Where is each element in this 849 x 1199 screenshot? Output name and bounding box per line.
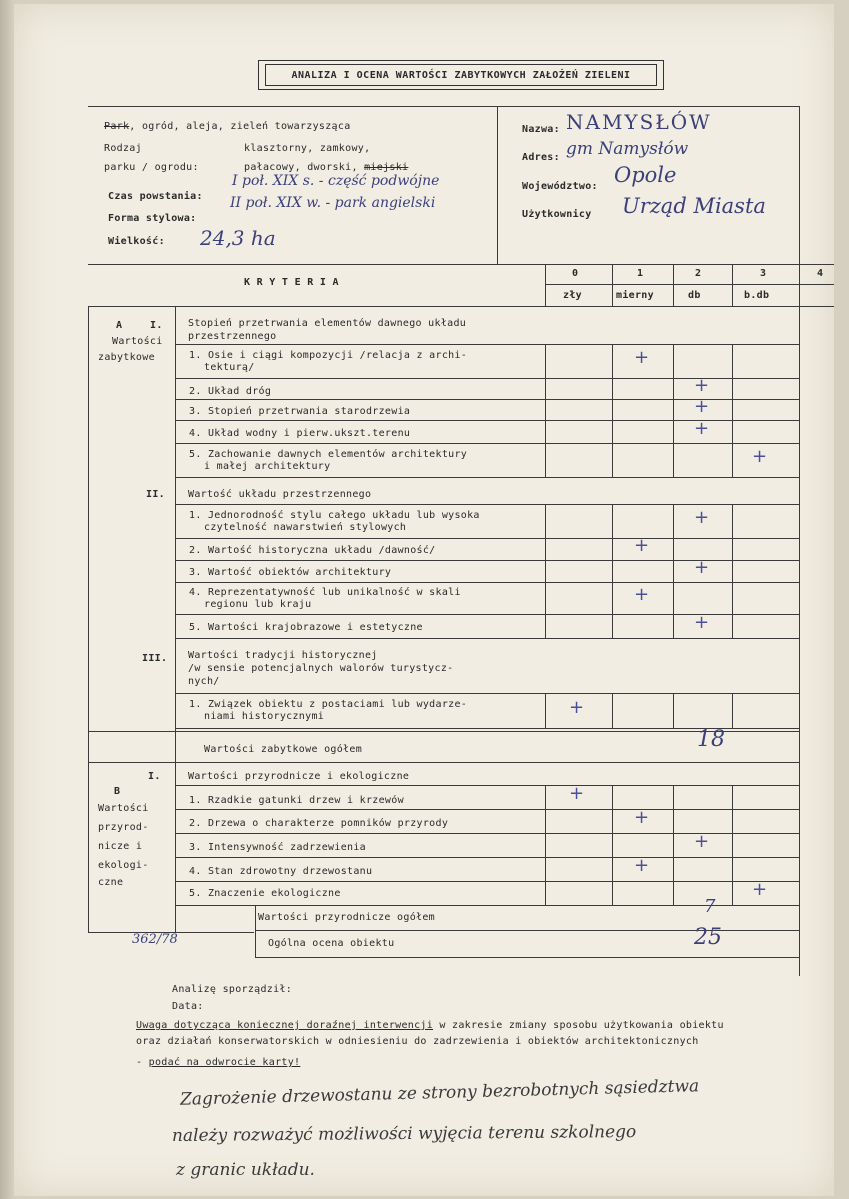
- row-a1-1b: tekturą/: [204, 362, 255, 373]
- rule: [612, 264, 613, 306]
- row-a3-1b: niami historycznymi: [204, 711, 325, 722]
- rule: [176, 857, 799, 858]
- rule: [673, 504, 674, 538]
- rule: [545, 504, 546, 538]
- rule: [673, 399, 674, 420]
- rule: [612, 857, 613, 881]
- rule: [673, 582, 674, 614]
- hw-note-line2: należy rozważyć możliwości wyjęcia terenu szkolnego: [171, 1121, 637, 1147]
- rule: [612, 420, 613, 443]
- rule: [545, 809, 546, 833]
- row-a2-4b: regionu lub kraju: [204, 599, 312, 610]
- score-mark: +: [569, 783, 585, 804]
- rule: [88, 731, 799, 732]
- wojewodztwo-label: Województwo:: [522, 181, 598, 192]
- section-a-letter: A: [116, 320, 123, 331]
- rule: [176, 693, 799, 694]
- section-b-label5: czne: [98, 877, 124, 888]
- rule: [673, 881, 674, 905]
- rule: [732, 399, 733, 420]
- rule: [88, 306, 834, 307]
- uwaga-line3: - podać na odwrocie karty!: [136, 1057, 301, 1068]
- czas-label: Czas powstania:: [108, 191, 203, 202]
- rule: [545, 693, 546, 728]
- rule: [732, 504, 733, 538]
- rule: [612, 833, 613, 857]
- forma-label: Forma stylowa:: [108, 213, 197, 224]
- group-i-num: I.: [150, 320, 163, 331]
- line-park: Park, ogród, aleja, zieleń towarzysząca: [104, 121, 351, 132]
- overall-score-label: Ogólna ocena obiektu: [268, 938, 395, 949]
- rule: [673, 378, 674, 399]
- section-b-label2: przyrod-: [98, 822, 149, 833]
- section-b-letter: B: [114, 786, 121, 797]
- rule: [612, 378, 613, 399]
- rule: [612, 344, 613, 378]
- rule: [612, 881, 613, 905]
- wielkosc-label: Wielkość:: [108, 236, 165, 247]
- rule: [612, 693, 613, 728]
- rule: [732, 785, 733, 809]
- col0-label: zły: [563, 290, 582, 301]
- uwaga-line1: Uwaga dotycząca koniecznej doraźnej interwencji w zakresie zmiany sposobu użytkowania obiektu: [136, 1020, 724, 1031]
- row-b3: 3. Intensywność zadrzewienia: [189, 842, 366, 853]
- rule: [673, 614, 674, 638]
- document-title: ANALIZA I OCENA WARTOŚCI ZABYTKOWYCH ZAŁOŻEŃ ZIELENI: [265, 64, 657, 86]
- col2-label: db: [688, 290, 701, 301]
- section-a-label2: zabytkowe: [98, 352, 155, 363]
- rule: [612, 785, 613, 809]
- nazwa-label: Nazwa:: [522, 124, 560, 135]
- group-iii-title2: /w sensie potencjalnych walorów turystycz-: [188, 663, 454, 674]
- rule: [732, 538, 733, 560]
- hw-total-zabytkowe: 18: [697, 727, 725, 752]
- rule: [545, 284, 834, 285]
- section-b-label1: Wartości: [98, 803, 149, 814]
- rule: [612, 443, 613, 477]
- row-a1-4: 4. Układ wodny i pierw.ukszt.terenu: [189, 428, 411, 439]
- rule: [545, 560, 546, 582]
- rule: [612, 809, 613, 833]
- rule: [799, 833, 800, 857]
- data-label: Data:: [172, 1001, 204, 1012]
- rule: [732, 582, 733, 614]
- row-a2-2: 2. Wartość historyczna układu /dawność/: [189, 545, 436, 556]
- rule: [673, 420, 674, 443]
- row-a2-3: 3. Wartość obiektów architektury: [189, 567, 392, 578]
- hw-adres: gm Namysłów: [566, 139, 689, 159]
- score-mark: +: [569, 696, 585, 718]
- rule: [497, 106, 498, 264]
- rule: [88, 264, 834, 265]
- rule: [799, 538, 800, 560]
- uzytkownicy-label: Użytkownicy: [522, 209, 592, 220]
- analize-label: Analizę sporządził:: [172, 984, 293, 995]
- rule: [799, 378, 800, 399]
- rule: [545, 582, 546, 614]
- rule: [799, 785, 800, 809]
- hw-reference: 362/78: [132, 932, 178, 947]
- rule: [612, 582, 613, 614]
- rule: [176, 504, 799, 505]
- rule: [545, 785, 546, 809]
- rule: [255, 905, 256, 957]
- rule: [612, 560, 613, 582]
- score-mark: +: [694, 557, 710, 578]
- rule: [732, 420, 733, 443]
- hw-uzytkownicy: Urząd Miasta: [622, 194, 766, 218]
- rule: [799, 693, 800, 728]
- score-mark: +: [694, 612, 710, 633]
- rule: [673, 560, 674, 582]
- group-i-title: Stopień przetrwania elementów dawnego układu: [188, 318, 467, 329]
- rule: [673, 344, 674, 378]
- rule: [545, 264, 546, 306]
- hw-wielkosc: 24,3 ha: [200, 226, 276, 250]
- hw-nazwa: NAMYSŁÓW: [566, 110, 712, 134]
- rule: [732, 264, 733, 306]
- rule: [732, 378, 733, 399]
- uwaga-line2: oraz działań konserwatorskich w odniesieniu do zadrzewienia i obiektów architektonicznych: [136, 1036, 699, 1047]
- rule: [545, 833, 546, 857]
- kryteria-header: K R Y T E R I A: [244, 277, 339, 288]
- group-iii-title: Wartości tradycji historycznej: [188, 650, 378, 661]
- rule: [673, 443, 674, 477]
- rule: [612, 614, 613, 638]
- rule: [673, 809, 674, 833]
- hw-czas1: I poł. XIX s. - część podwójne: [232, 173, 440, 189]
- rule: [732, 344, 733, 378]
- total-przyrodnicze: Wartości przyrodnicze ogółem: [258, 912, 435, 923]
- section-b-title: Wartości przyrodnicze i ekologiczne: [188, 771, 410, 782]
- rule: [176, 344, 799, 345]
- section-b-num: I.: [148, 771, 161, 782]
- col3-num: 3: [760, 268, 767, 279]
- row-a1-5: 5. Zachowanie dawnych elementów architektury: [189, 449, 468, 460]
- rule: [176, 809, 799, 810]
- rule: [799, 881, 800, 905]
- rule: [612, 504, 613, 538]
- rodzaj-value2: pałacowy, dworski, miejski: [244, 162, 409, 173]
- col1-num: 1: [637, 268, 644, 279]
- score-mark: +: [752, 446, 768, 467]
- score-mark: +: [634, 584, 650, 605]
- hw-total-ogolna: 25: [694, 925, 722, 950]
- page-shadow: [0, 0, 14, 1199]
- rule: [545, 881, 546, 905]
- rule: [732, 693, 733, 728]
- rule: [799, 443, 800, 477]
- rule: [799, 857, 800, 881]
- hw-note-line1: Zagrożenie drzewostanu ze strony bezrobotnych sąsiedztwa: [179, 1076, 700, 1110]
- rodzaj-label: Rodzaj: [104, 143, 142, 154]
- section-a-label1: Wartości: [112, 336, 163, 347]
- row-a2-4: 4. Reprezentatywność lub unikalność w skali: [189, 587, 461, 598]
- rule: [545, 420, 546, 443]
- rule: [799, 614, 800, 638]
- rule: [732, 881, 733, 905]
- rule: [673, 785, 674, 809]
- group-i-title2: przestrzennego: [188, 331, 277, 342]
- rule: [545, 538, 546, 560]
- parku-label: parku / ogrodu:: [104, 162, 199, 173]
- group-iii-num: III.: [142, 653, 168, 664]
- rule: [545, 443, 546, 477]
- rule: [732, 443, 733, 477]
- row-a1-5b: i małej architektury: [204, 461, 331, 472]
- score-mark: +: [634, 807, 650, 828]
- rule: [88, 762, 799, 763]
- rule: [545, 378, 546, 399]
- row-b4: 4. Stan zdrowotny drzewostanu: [189, 866, 373, 877]
- rule: [545, 614, 546, 638]
- adres-label: Adres:: [522, 152, 560, 163]
- col1-label: mierny: [616, 290, 654, 301]
- row-a3-1: 1. Związek obiektu z postaciami lub wydarze-: [189, 699, 468, 710]
- section-b-label4: ekologi-: [98, 860, 149, 871]
- rule: [176, 638, 799, 639]
- score-mark: +: [694, 507, 710, 528]
- row-b1: 1. Rzadkie gatunki drzew i krzewów: [189, 795, 404, 806]
- rule: [799, 399, 800, 420]
- section-b-label3: nicze i: [98, 841, 143, 852]
- rule: [799, 504, 800, 538]
- rule: [732, 833, 733, 857]
- rule: [88, 306, 89, 932]
- rule: [673, 833, 674, 857]
- row-a1-2: 2. Układ dróg: [189, 386, 272, 397]
- total-zabytkowe: Wartości zabytkowe ogółem: [204, 744, 363, 755]
- row-a2-5: 5. Wartości krajobrazowe i estetyczne: [189, 622, 423, 633]
- col2-num: 2: [695, 268, 702, 279]
- score-mark: +: [634, 347, 650, 368]
- rule: [732, 809, 733, 833]
- score-mark: +: [634, 535, 650, 556]
- rule: [799, 344, 800, 378]
- rule: [88, 106, 800, 107]
- group-ii-title: Wartość układu przestrzennego: [188, 489, 372, 500]
- hw-czas2: II poł. XIX w. - park angielski: [230, 195, 436, 211]
- hw-wojewodztwo: Opole: [614, 163, 677, 187]
- row-a1-3: 3. Stopień przetrwania starodrzewia: [189, 406, 411, 417]
- rule: [799, 809, 800, 833]
- rule: [732, 857, 733, 881]
- col0-num: 0: [572, 268, 579, 279]
- rule: [673, 693, 674, 728]
- rule: [612, 399, 613, 420]
- rule: [176, 785, 799, 786]
- rule: [175, 905, 176, 932]
- rule: [799, 582, 800, 614]
- rule: [176, 477, 799, 478]
- hw-total-przyrodnicze: 7: [704, 896, 716, 917]
- rule: [176, 881, 799, 882]
- rule: [545, 344, 546, 378]
- rule: [799, 560, 800, 582]
- rule: [673, 538, 674, 560]
- rule: [545, 399, 546, 420]
- rule: [673, 264, 674, 306]
- row-a2-1b: czytelność nawarstwień stylowych: [204, 522, 407, 533]
- rule: [612, 538, 613, 560]
- col3-label: b.db: [744, 290, 770, 301]
- row-a2-1: 1. Jednorodność stylu całego układu lub wysoka: [189, 510, 480, 521]
- group-ii-num: II.: [146, 489, 165, 500]
- row-b2: 2. Drzewa o charakterze pomników przyrody: [189, 818, 449, 829]
- row-b5: 5. Znaczenie ekologiczne: [189, 888, 341, 899]
- rodzaj-value1: klasztorny, zamkowy,: [244, 143, 371, 154]
- rule: [255, 957, 799, 958]
- rule: [732, 560, 733, 582]
- score-mark: +: [694, 417, 710, 439]
- rule: [176, 443, 799, 444]
- rule: [732, 614, 733, 638]
- rule: [673, 857, 674, 881]
- rule: [545, 857, 546, 881]
- group-iii-title3: nych/: [188, 676, 220, 687]
- rule: [176, 582, 799, 583]
- score-mark: +: [752, 879, 768, 900]
- score-mark: +: [694, 831, 710, 852]
- hw-note-line3: z granic układu.: [176, 1160, 315, 1180]
- col4-num: 4: [817, 268, 824, 279]
- rule: [799, 420, 800, 443]
- score-mark: +: [694, 374, 710, 396]
- rule: [176, 538, 799, 539]
- score-mark: +: [634, 855, 650, 876]
- score-mark: +: [694, 395, 710, 417]
- row-a1-1: 1. Osie i ciągi kompozycji /relacja z archi-: [189, 350, 468, 361]
